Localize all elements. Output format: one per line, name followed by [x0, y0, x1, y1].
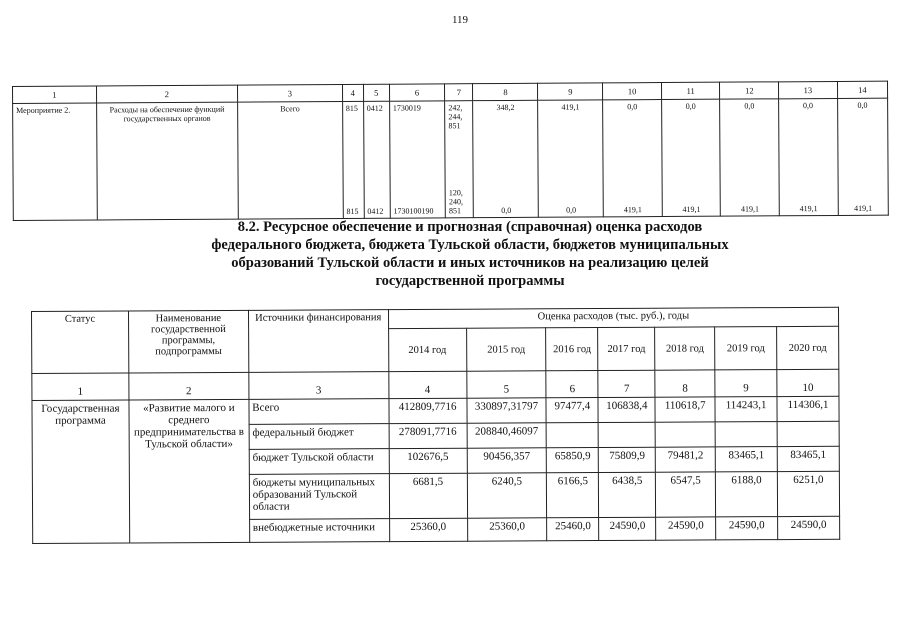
- top-header-cell: 6: [389, 84, 445, 101]
- grbs-code: 815: [346, 206, 359, 216]
- program-name: «Развитие малого и среднего предпринимательства в Тульской области»: [129, 399, 250, 543]
- amount: [598, 422, 655, 447]
- amount: [777, 421, 839, 446]
- amount: [715, 422, 777, 447]
- amount: 6240,5: [467, 473, 547, 518]
- top-header-cell: 2: [96, 85, 237, 103]
- main-table: [31, 307, 840, 544]
- top-header-cell: 4: [342, 84, 363, 101]
- program-status: Государственная программа: [32, 400, 130, 544]
- amount: 6166,5: [547, 473, 599, 518]
- year-header: 2016 год: [546, 328, 598, 371]
- measure-description: Расходы на обеспечение функций государственных органов: [96, 102, 238, 220]
- amount: 83465,1: [777, 446, 839, 471]
- funding-source: внебюджетные источники: [249, 519, 389, 543]
- amount: 25360,0: [389, 518, 467, 541]
- column-number: 6: [546, 371, 598, 398]
- amount: 6251,0: [777, 471, 839, 516]
- top-header-cell: 12: [720, 82, 779, 99]
- amount: 6188,0: [716, 472, 778, 517]
- top-header-cell: 1: [13, 86, 97, 104]
- amount: 97477,4: [546, 398, 598, 423]
- column-number: 10: [777, 369, 839, 396]
- year-header: 2019 год: [715, 327, 777, 370]
- year-header: 2018 год: [655, 327, 715, 370]
- top-header-cell: 13: [779, 81, 838, 98]
- top-header-cell: 14: [837, 81, 887, 98]
- amount: 90456,357: [467, 448, 547, 473]
- year-header: 2017 год: [598, 327, 655, 370]
- csr-code: 1730019: [392, 103, 421, 113]
- vr-code: 242, 244, 851: [448, 103, 463, 131]
- amount: 330897,31797: [467, 398, 547, 423]
- amount: 208840,46097: [467, 423, 547, 448]
- amount: 25360,0: [467, 518, 547, 541]
- amount: 419,1: [561, 102, 580, 112]
- section-title: 8.2. Ресурсное обеспечение и прогнозная (справочная) оценка расходов федерального бюджета, бюджета Тульской области, бюджетов муниципальных образований Тульской области и иных источников на реализацию целей государственной программы: [211, 219, 729, 289]
- amount: 25460,0: [547, 518, 599, 541]
- top-header-cell: 3: [238, 84, 343, 102]
- measure-label: Мероприятие 2.: [13, 103, 97, 221]
- column-number-row: [32, 369, 839, 400]
- year-header: 2020 год: [777, 326, 839, 369]
- top-table-row: [13, 98, 889, 220]
- amount: 24590,0: [778, 516, 840, 539]
- column-number: 4: [388, 371, 466, 398]
- year-header: 2014 год: [388, 328, 466, 371]
- amount: 75809,9: [599, 447, 656, 472]
- col-status-header: Статус: [32, 311, 129, 374]
- amount: 348,2: [496, 102, 515, 113]
- amount: 106838,4: [598, 397, 655, 422]
- amount: 6547,5: [656, 472, 716, 517]
- measure-total-label: Всего: [238, 101, 343, 219]
- funding-source: Всего: [249, 399, 389, 425]
- top-header-cell: 7: [445, 84, 473, 101]
- funding-source: бюджеты муниципальных образований Тульской области: [249, 474, 389, 520]
- amount: 0,0: [627, 102, 638, 112]
- amount: 0,0: [501, 205, 512, 216]
- amount: 0,0: [744, 101, 755, 111]
- grbs-code: 815: [345, 103, 358, 113]
- amount: 65850,9: [547, 448, 599, 473]
- rzpr-code: 0412: [366, 103, 383, 113]
- top-header-cell: 11: [661, 82, 720, 99]
- amount: 0,0: [802, 101, 814, 111]
- amount: 6438,5: [599, 472, 656, 517]
- amount: 419,1: [799, 204, 818, 214]
- csr-code: 1730100190: [393, 206, 434, 216]
- amount: 419,1: [854, 203, 873, 213]
- amount: 419,1: [623, 205, 642, 215]
- col-estimate-header: Оценка расходов (тыс. руб.), годы: [388, 307, 838, 328]
- amount: 24590,0: [716, 517, 778, 540]
- top-table: [12, 81, 889, 221]
- top-header-cell: 5: [363, 84, 389, 101]
- vr-code: 120, 240, 851: [448, 188, 463, 216]
- column-number: 3: [249, 372, 389, 400]
- amount: 114306,1: [777, 396, 839, 421]
- amount: 0,0: [685, 101, 696, 111]
- amount: 24590,0: [599, 517, 656, 540]
- amount: 0,0: [857, 100, 868, 110]
- amount: 412809,7716: [389, 398, 467, 423]
- col-sources-header: Источники финансирования: [248, 310, 388, 373]
- amount: 419,1: [741, 204, 760, 214]
- column-number: 9: [715, 370, 777, 397]
- top-header-cell: 9: [538, 83, 603, 100]
- amount: 0,0: [566, 205, 577, 215]
- amount: 79481,2: [656, 447, 716, 472]
- page-number: 119: [451, 14, 469, 26]
- funding-source: бюджет Тульской области: [249, 449, 389, 475]
- amount: 83465,1: [715, 447, 777, 472]
- amount: 102676,5: [389, 448, 467, 473]
- amount: 419,1: [682, 204, 701, 214]
- column-number: 8: [655, 370, 715, 397]
- column-number: 7: [598, 370, 655, 397]
- funding-source: федеральный бюджет: [249, 424, 389, 450]
- amount: 110618,7: [655, 397, 715, 422]
- column-number: 5: [466, 371, 546, 398]
- amount: 6681,5: [389, 473, 467, 518]
- amount: 24590,0: [656, 517, 716, 540]
- year-header: 2015 год: [466, 328, 546, 371]
- column-number: 2: [129, 372, 249, 400]
- rzpr-code: 0412: [367, 206, 384, 216]
- amount: [655, 422, 715, 447]
- amount: 114243,1: [715, 397, 777, 422]
- top-header-cell: 10: [603, 83, 662, 100]
- col-name-header: Наименование государственной программы, подпрограммы: [128, 310, 248, 373]
- amount: 278091,7716: [389, 423, 467, 448]
- amount: [547, 423, 599, 448]
- top-header-cell: 8: [473, 83, 538, 100]
- column-number: 1: [32, 373, 129, 401]
